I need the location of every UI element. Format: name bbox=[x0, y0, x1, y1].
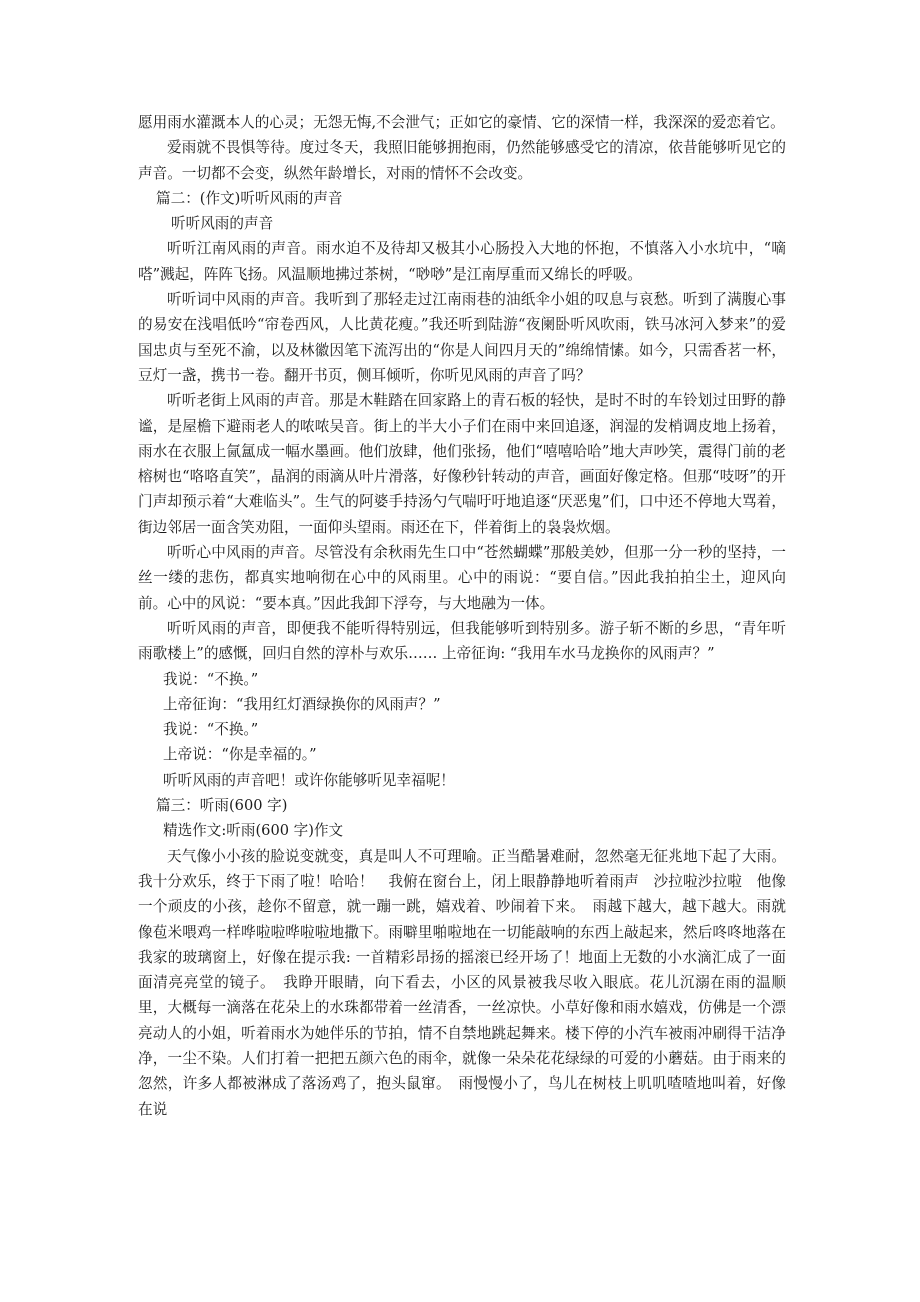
dialogue-line: 听听风雨的声音吧！或许你能够听见幸福呢！ bbox=[163, 771, 455, 789]
dialogue-line: 上帝征询：“我用红灯酒绿换你的风雨声？” bbox=[163, 695, 441, 713]
paragraph: 愿用雨水灌溉本人的心灵；无怨无悔,不会泄气；正如它的豪情、它的深情一样，我深深的爱恋着它。 bbox=[138, 114, 785, 131]
section-heading: 篇二：(作文)听听风雨的声音 bbox=[156, 189, 343, 207]
paragraph: 听听江南风雨的声音。雨水迫不及待却又极其小心肠投入大地的怀抱，不慎落入小水坑中，“嘀嗒”溅起，阵阵飞扬。风温顺地拂过茶树，“唦唦”是江南厚重而又绵长的呼吸。 bbox=[138, 240, 786, 283]
document-body bbox=[138, 110, 786, 1122]
paragraph: 听听老街上风雨的声音。那是木鞋踏在回家路上的青石板的轻快，是时不时的车铃划过田野的静谧，是屋檐下避雨老人的哝哝吴音。街上的半大小子们在雨中来回追逐，润湿的发梢调皮地上扬着，雨水在衣服上氤氲成一幅水墨画。他们放肆，他们张扬，他们“嘻嘻哈哈”地大声吵笑，震得门前的老榕树也“咯咯直笑”，晶润的雨滴从叶片滑落，好像秒针转动的声音，画面好像定格。但那“吱呀”的开门声却预示着“大难临头”。生气的阿婆手持汤勺气喘吁吁地追逐“厌恶鬼”们，口中还不停地大骂着，街边邻居一面含笑劝阻，一面仰头望雨。雨还在下，伴着街上的袅袅炊烟。 bbox=[138, 392, 786, 536]
paragraph: 听听风雨的声音，即便我不能听得特别远，但我能够听到特别多。游子斩不断的乡思，“青年听雨歌楼上”的感慨，回归自然的淳朴与欢乐…… 上帝征询: “我用车水马龙换你的风雨声？” bbox=[138, 619, 786, 663]
dialogue-line: 我说：“不换。” bbox=[163, 670, 259, 688]
paragraph: 爱雨就不畏惧等待。度过冬天，我照旧能够拥抱雨，仍然能够感受它的清凉，依昔能够听见它的声音。一切都不会变，纵然年龄增长，对雨的情怀不会改变。 bbox=[138, 139, 786, 182]
paragraph: 听听心中风雨的声音。尽管没有余秋雨先生口中“苍然蝴蝶”那般美妙，但那一分一秒的坚持，一丝一缕的悲伤，都真实地响彻在心中的风雨里。心中的雨说：“要自信。”因此我拍拍尘土，迎风向前。心中的风说：“要本真。”因此我卸下浮夸，与大地融为一体。 bbox=[138, 544, 786, 612]
dialogue-line: 上帝说：“你是幸福的。” bbox=[163, 746, 317, 764]
dialogue-line: 我说：“不换。” bbox=[163, 721, 259, 739]
paragraph: 听听词中风雨的声音。我听到了那轻走过江南雨巷的油纸伞小姐的叹息与哀愁。听到了满腹心事的易安在浅唱低吟“帘卷西风，人比黄花瘦。”我还听到陆游“夜阑卧听风吹雨，铁马冰河入梦来”的爱国忠贞与至死不渝，以及林徽因笔下流泻出的“你是人间四月天的”绵绵情愫。如今，只需香茗一杯，豆灯一盏，携书一卷。翻开书页，侧耳倾听，你听见风雨的声音了吗？ bbox=[138, 291, 786, 384]
paragraph: 天气像小小孩的脸说变就变，真是叫人不可理喻。正当酷暑难耐，忽然毫无征兆地下起了大雨。我十分欢乐，终于下雨了啦！哈哈！ 我俯在窗台上，闭上眼静静地听着雨声 沙拉啦沙拉啦 他像一个顽皮的小孩，趁你不留意，就一蹦一跳，嬉戏着、吵闹着下来。 雨越下越大，越下越大。雨就像苞米喂鸡一样哗啦啦哗啦啦地撒下。雨噼里啪啦地在一切能敲响的东西上敲起来，然后咚咚地落在我家的玻璃窗上，好像在提示我: 一首精彩昂扬的摇滚已经开场了！地面上无数的小水滴汇成了一面面清亮亮堂的镜子。 我睁开眼睛，向下看去，小区的风景被我尽收入眼底。花儿沉溺在雨的温顺里，大概每一滴落在花朵上的水珠都带着一丝清香，一丝凉快。小草好像和雨水嬉戏，仿佛是一个漂亮动人的小姐，听着雨水为她伴乐的节拍，情不自禁地跳起舞来。楼下停的小汽车被雨冲刷得干洁净净，一尘不染。人们打着一把把五颜六色的雨伞，就像一朵朵花花绿绿的可爱的小蘑菇。由于雨来的忽然，许多人都被淋成了落汤鸡了，抱头鼠窜。 雨慢慢小了，鸟儿在树枝上叽叽喳喳地叫着，好像在说 bbox=[138, 847, 786, 1118]
section-subtitle: 听听风雨的声音 bbox=[171, 215, 274, 233]
section-heading: 篇三：听雨(600 字) bbox=[156, 797, 288, 815]
section-subtitle: 精选作文:听雨(600 字)作文 bbox=[163, 822, 344, 840]
